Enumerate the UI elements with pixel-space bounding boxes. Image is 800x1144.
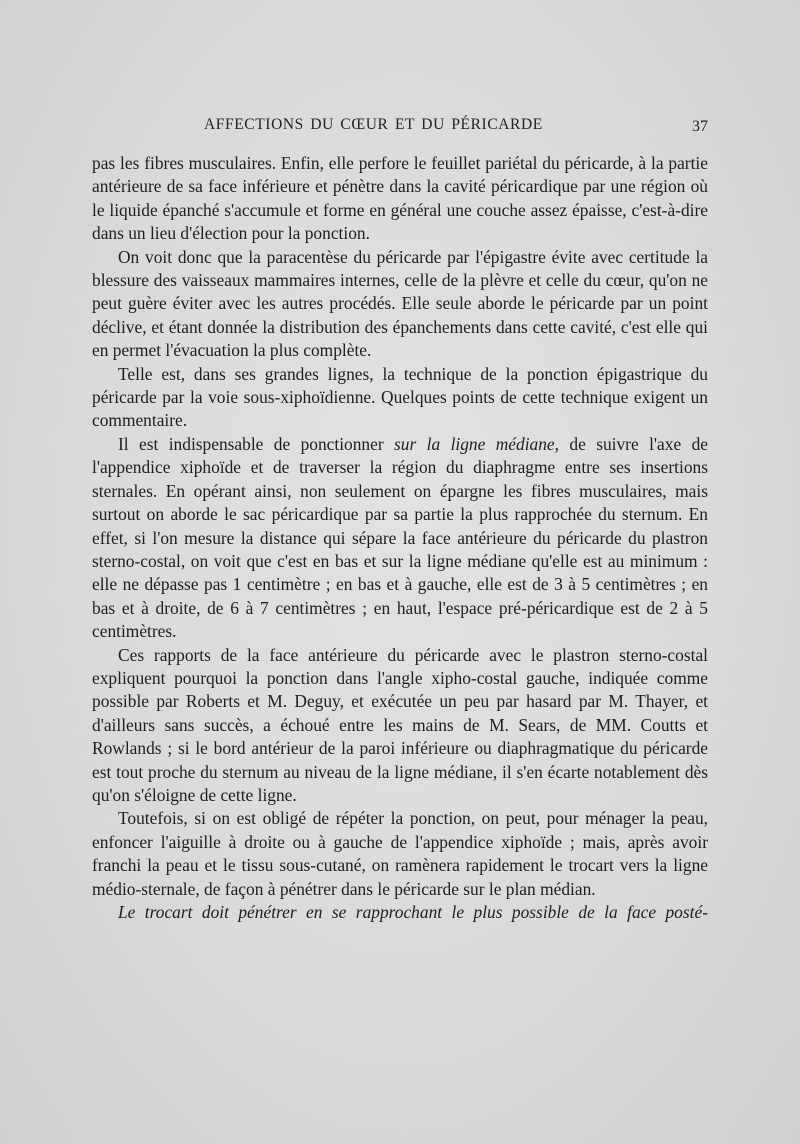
page-header (92, 116, 708, 138)
running-title: AFFECTIONS DU CŒUR ET DU PÉRICARDE (204, 116, 543, 133)
paragraph-7: Le trocart doit pénétrer en se rapprochant le plus possible de la face posté- (118, 902, 708, 922)
page-number: 37 (692, 118, 708, 135)
paragraph-1: pas les fibres musculaires. Enfin, elle perfore le feuillet pariétal du péricarde, à la partie antérieure de sa face inférieure et pénètre dans la cavité péricardique par une région où le liquide épanché s'accumule et forme en général une couche assez épaisse, c'est-à-dire dans un lieu d'élection pour la ponction. (92, 153, 708, 244)
paragraph-4 (92, 433, 708, 644)
body-text (92, 152, 708, 924)
paragraph-3: Telle est, dans ses grandes lignes, la technique de la ponction épigastrique du péricarde par la voie sous-xiphoïdienne. Quelques points de cette technique exigent un commentaire. (92, 363, 708, 431)
paragraph-4-emphasis: sur la ligne médiane (394, 433, 555, 454)
paragraph-6: Toutefois, si on est obligé de répéter la ponction, on peut, pour ménager la peau, enfoncer l'aiguille à droite ou à gauche de l'appendice xiphoïde ; mais, après avoir franchi la peau et le tissu sous-cutané, on ramènera rapidement le trocart vers la ligne médio-sternale, de façon à pénétrer dans le péricarde sur le plan médian. (92, 808, 708, 899)
paragraph-4-end: , de suivre l'axe de l'appendice xiphoïde et de traverser la région du diaphragme entre ses insertions sternales. En opérant ainsi, non seulement on épargne les fibres musculaires, mais surtout on aborde le sac péricardique par sa partie la plus rapprochée du sternum. En effet, si l'on mesure la distance qui sépare la face antérieure du péricarde du plastron sterno-costal, on voit que c'est en bas et sur la ligne médiane qu'elle est au minimum : elle ne dépasse pas 1 centimètre ; en bas et à gauche, elle est de 3 à 5 centimètres ; en bas et à droite, de 6 à 7 centimètres ; en haut, l'espace pré-péricardique est de 2 à 5 centimètres. (92, 433, 708, 642)
paragraph-4-start: Il est indispensable de ponctionner (118, 433, 395, 454)
paragraph-5: Ces rapports de la face antérieure du péricarde avec le plastron sterno-costal expliquent pourquoi la ponction dans l'angle xipho-costal gauche, indiquée comme possible par Roberts et M. Deguy, et exécutée un peu par hasard par M. Thayer, et d'ailleurs sans succès, a échoué entre les mains de M. Sears, de MM. Coutts et Rowlands ; si le bord antérieur de la paroi inférieure ou diaphragmatique du péricarde est tout proche du sternum au niveau de la ligne médiane, il s'en écarte notablement dès qu'on s'éloigne de cette ligne. (92, 644, 708, 805)
paragraph-2: On voit donc que la paracentèse du péricarde par l'épigastre évite avec certitude la blessure des vaisseaux mammaires internes, celle de la plèvre et celle du cœur, qu'on ne peut guère éviter avec les autres procédés. Elle seule aborde le péricarde par un point déclive, et étant donnée la distribution des épanchements dans cette cavité, c'est elle qui en permet l'évacuation la plus complète. (92, 246, 708, 361)
